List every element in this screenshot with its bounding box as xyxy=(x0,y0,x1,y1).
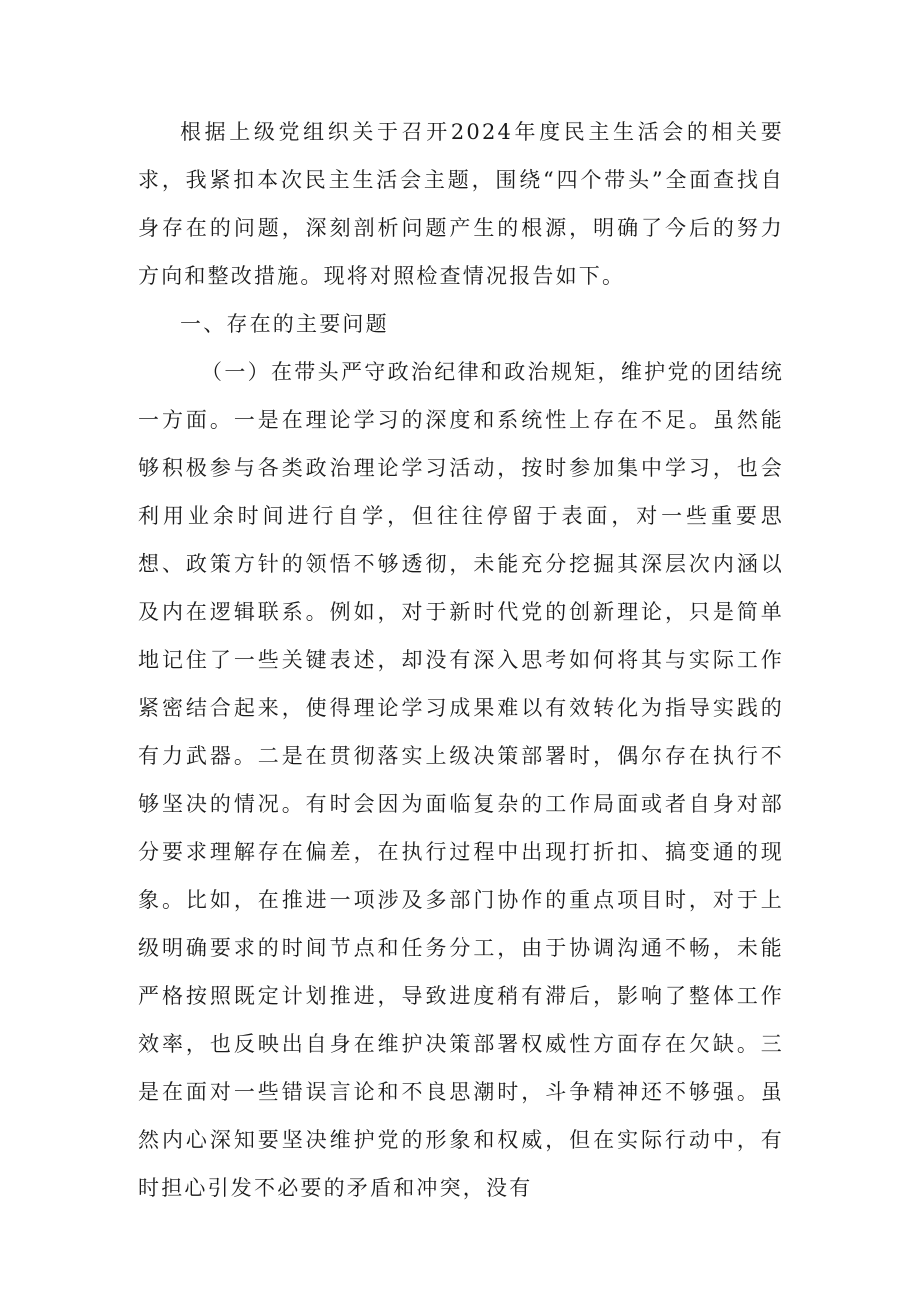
subsection-paragraph: （一）在带头严守政治纪律和政治规矩，维护党的团结统一方面。一是在理论学习的深度和系统性上存在不足。虽然能够积极参与各类政治理论学习活动，按时参加集中学习，也会利用业余时间进行自学，但往往停留于表面，对一些重要思想、政策方针的领悟不够透彻，未能充分挖掘其深层次内涵以及内在逻辑联系。例如，对于新时代党的创新理论，只是简单地记住了一些关键表述，却没有深入思考如何将其与实际工作紧密结合起来，使得理论学习成果难以有效转化为指导实践的有力武器。二是在贯彻落实上级决策部署时，偶尔存在执行不够坚决的情况。有时会因为面临复杂的工作局面或者自身对部分要求理解存在偏差，在执行过程中出现打折扣、搞变通的现象。比如，在推进一项涉及多部门协作的重点项目时，对于上级明确要求的时间节点和任务分工，由于协调沟通不畅，未能严格按照既定计划推进，导致进度稍有滞后，影响了整体工作效率，也反映出自身在维护决策部署权威性方面存在欠缺。三是在面对一些错误言论和不良思潮时，斗争精神还不够强。虽然内心深知要坚决维护党的形象和权威，但在实际行动中，有时担心引发不必要的矛盾和冲突，没有 xyxy=(138,360,784,1200)
intro-paragraph: 根据上级党组织关于召开2024年度民主生活会的相关要求，我紧扣本次民主生活会主题，围绕“四个带头”全面查找自身存在的问题，深刻剖析问题产生的根源，明确了今后的努力方向和整改措施。现将对照检查情况报告如下。 xyxy=(138,120,784,288)
document-body xyxy=(138,108,784,1212)
section-heading: 一、存在的主要问题 xyxy=(180,312,389,336)
